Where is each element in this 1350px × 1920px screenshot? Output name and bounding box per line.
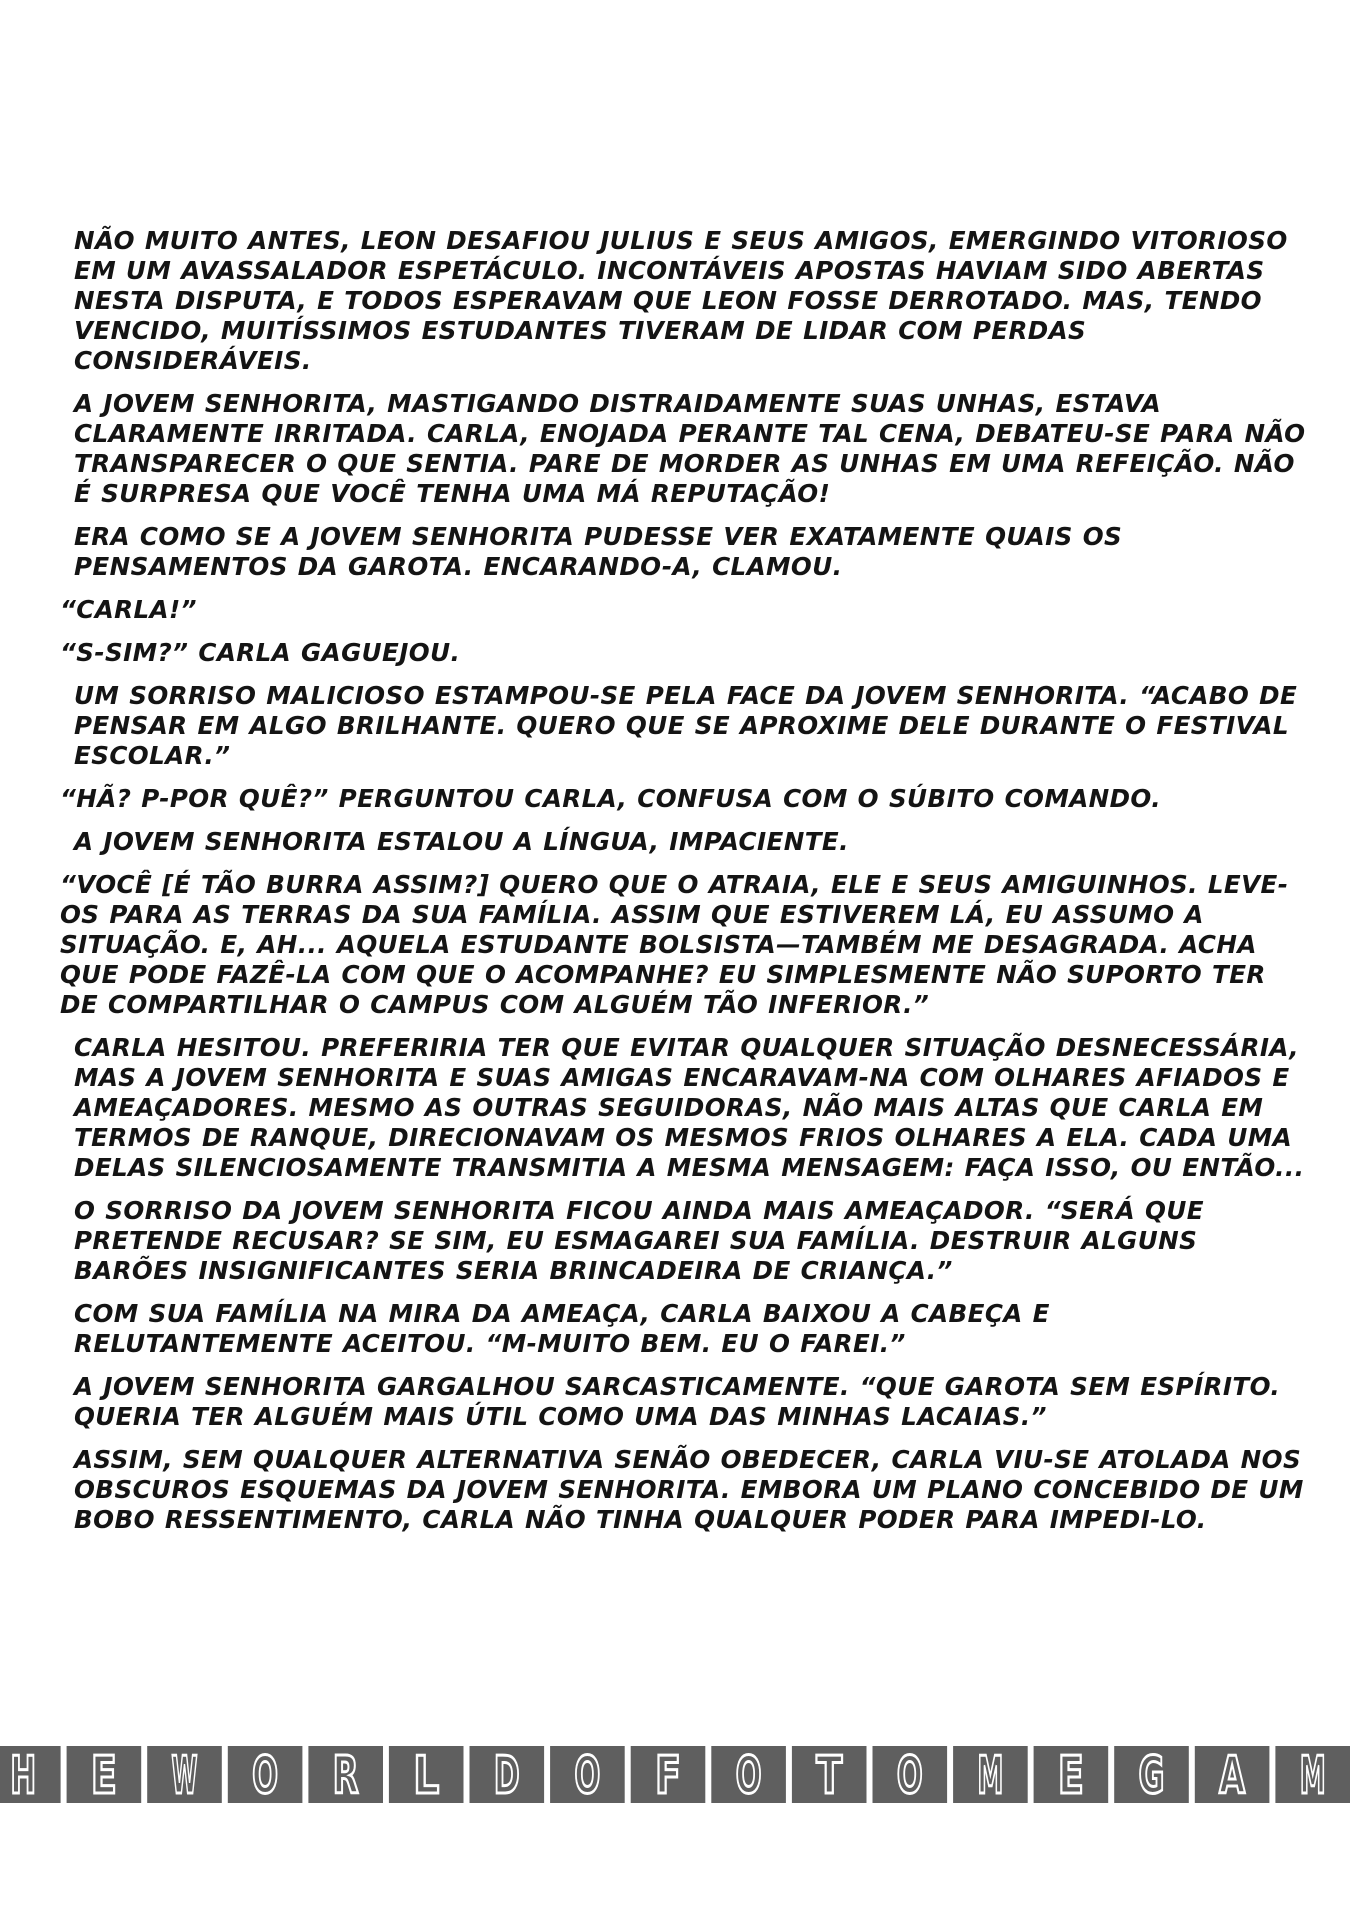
banner-letter: W bbox=[171, 1746, 198, 1803]
paragraph: ERA COMO SE A JOVEM SENHORITA PUDESSE VER EXATAMENTE QUAIS OS PENSAMENTOS DA GAROTA. ENCARANDO-A, CLAMOU. bbox=[74, 522, 1123, 581]
banner-letter-block bbox=[1195, 1746, 1270, 1803]
paragraph: A JOVEM SENHORITA GARGALHOU SARCASTICAMENTE. “QUE GAROTA SEM ESPÍRITO. QUERIA TER ALGUÉM MAIS ÚTIL COMO UMA DAS MINHAS LACAIAS.” bbox=[74, 1372, 1281, 1431]
banner-letter: M bbox=[1299, 1746, 1326, 1803]
banner-letter: L bbox=[413, 1746, 440, 1803]
paragraph: UM SORRISO MALICIOSO ESTAMPOU-SE PELA FACE DA JOVEM SENHORITA. “ACABO DE PENSAR EM ALGO BRILHANTE. QUERO QUE SE APROXIME DELE DURANTE O FESTIVAL ESCOLAR.” bbox=[74, 681, 1298, 770]
paragraph: NÃO MUITO ANTES, LEON DESAFIOU JULIUS E SEUS AMIGOS, EMERGINDO VITORIOSO EM UM AVASSALADOR ESPETÁCULO. INCONTÁVEIS APOSTAS HAVIAM SIDO ABERTAS NESTA DISPUTA, E TODOS ESPERAVAM QUE LEON FOSSE DERROTADO. MAS, TENDO VENCIDO, MUITÍSSIMOS ESTUDANTES TIVERAM DE LIDAR COM PERDAS CONSIDERÁVEIS. bbox=[74, 226, 1288, 375]
paragraph: “S-SIM?” CARLA GAGUEJOU. bbox=[60, 638, 461, 667]
banner-letter-block bbox=[67, 1746, 142, 1803]
banner-letter: E bbox=[1057, 1746, 1084, 1803]
banner-letter: O bbox=[735, 1746, 762, 1803]
banner-letter-block bbox=[631, 1746, 706, 1803]
banner-letter-block bbox=[1114, 1746, 1189, 1803]
banner-letter-block bbox=[0, 1746, 61, 1803]
story-text bbox=[60, 226, 1310, 1548]
banner-letter: G bbox=[1138, 1746, 1165, 1803]
paragraph: “VOCÊ [É TÃO BURRA ASSIM?] QUERO QUE O ATRAIA, ELE E SEUS AMIGUINHOS. LEVE-OS PARA AS TERRAS DA SUA FAMÍLIA. ASSIM QUE ESTIVEREM LÁ, EU ASSUMO A SITUAÇÃO. E, AH... AQUELA ESTUDANTE BOLSISTA—TAMBÉM ME DESAGRADA. ACHA QUE PODE FAZÊ-LA COM QUE O ACOMPANHE? EU SIMPLESMENTE NÃO SUPORTO TER DE COMPARTILHAR O CAMPUS COM ALGUÉM TÃO INFERIOR.” bbox=[60, 870, 1289, 1019]
banner-letter: D bbox=[493, 1746, 520, 1803]
banner-letter-block bbox=[147, 1746, 222, 1803]
banner-letter-block bbox=[470, 1746, 545, 1803]
paragraph: “HÃ? P-POR QUÊ?” PERGUNTOU CARLA, CONFUSA COM O SÚBITO COMANDO. bbox=[60, 784, 1161, 813]
series-title-banner-graphic bbox=[0, 1746, 1350, 1803]
paragraph: “CARLA!” bbox=[60, 595, 197, 624]
banner-letter-block bbox=[711, 1746, 786, 1803]
banner-letter-block bbox=[1275, 1746, 1350, 1803]
banner-letter: H bbox=[10, 1746, 37, 1803]
banner-letter: T bbox=[816, 1746, 843, 1803]
banner-letter-block bbox=[228, 1746, 303, 1803]
paragraph: A JOVEM SENHORITA, MASTIGANDO DISTRAIDAMENTE SUAS UNHAS, ESTAVA CLARAMENTE IRRITADA. CARLA, ENOJADA PERANTE TAL CENA, DEBATEU-SE PARA NÃO TRANSPARECER O QUE SENTIA. PARE DE MORDER AS UNHAS EM UMA REFEIÇÃO. NÃO É SURPRESA QUE VOCÊ TENHA UMA MÁ REPUTAÇÃO! bbox=[74, 389, 1306, 508]
paragraph: O SORRISO DA JOVEM SENHORITA FICOU AINDA MAIS AMEAÇADOR. “SERÁ QUE PRETENDE RECUSAR? SE SIM, EU ESMAGAREI SUA FAMÍLIA. DESTRUIR ALGUNS BARÕES INSIGNIFICANTES SERIA BRINCADEIRA DE CRIANÇA.” bbox=[74, 1196, 1204, 1285]
banner-letter-block bbox=[308, 1746, 383, 1803]
banner-letter-block bbox=[873, 1746, 948, 1803]
paragraph: ASSIM, SEM QUALQUER ALTERNATIVA SENÃO OBEDECER, CARLA VIU-SE ATOLADA NOS OBSCUROS ESQUEMAS DA JOVEM SENHORITA. EMBORA UM PLANO CONCEBIDO DE UM BOBO RESSENTIMENTO, CARLA NÃO TINHA QUALQUER PODER PARA IMPEDI-LO. bbox=[74, 1445, 1304, 1534]
banner-letter: M bbox=[977, 1746, 1004, 1803]
paragraph: A JOVEM SENHORITA ESTALOU A LÍNGUA, IMPACIENTE. bbox=[74, 827, 849, 856]
banner-letter-block bbox=[953, 1746, 1028, 1803]
banner-letter: O bbox=[574, 1746, 601, 1803]
paragraph: COM SUA FAMÍLIA NA MIRA DA AMEAÇA, CARLA BAIXOU A CABEÇA E RELUTANTEMENTE ACEITOU. “M-MUITO BEM. EU O FAREI.” bbox=[74, 1299, 1050, 1358]
banner-letter: O bbox=[252, 1746, 279, 1803]
banner-letter-block bbox=[1034, 1746, 1109, 1803]
banner-letter: O bbox=[896, 1746, 923, 1803]
banner-letter: A bbox=[1219, 1746, 1246, 1803]
banner-letter: F bbox=[655, 1746, 681, 1803]
banner-letter-block bbox=[792, 1746, 867, 1803]
banner-letter-block bbox=[389, 1746, 464, 1803]
banner-letter: R bbox=[332, 1746, 359, 1803]
banner-letter: E bbox=[90, 1746, 117, 1803]
paragraph: CARLA HESITOU. PREFERIRIA TER QUE EVITAR QUALQUER SITUAÇÃO DESNECESSÁRIA, MAS A JOVEM SENHORITA E SUAS AMIGAS ENCARAVAM-NA COM OLHARES AFIADOS E AMEAÇADORES. MESMO AS OUTRAS SEGUIDORAS, NÃO MAIS ALTAS QUE CARLA EM TERMOS DE RANQUE, DIRECIONAVAM OS MESMOS FRIOS OLHARES A ELA. CADA UMA DELAS SILENCIOSAMENTE TRANSMITIA A MESMA MENSAGEM: FAÇA ISSO, OU ENTÃO... bbox=[74, 1033, 1305, 1182]
series-title-banner bbox=[0, 1746, 1350, 1803]
banner-letter-block bbox=[550, 1746, 625, 1803]
